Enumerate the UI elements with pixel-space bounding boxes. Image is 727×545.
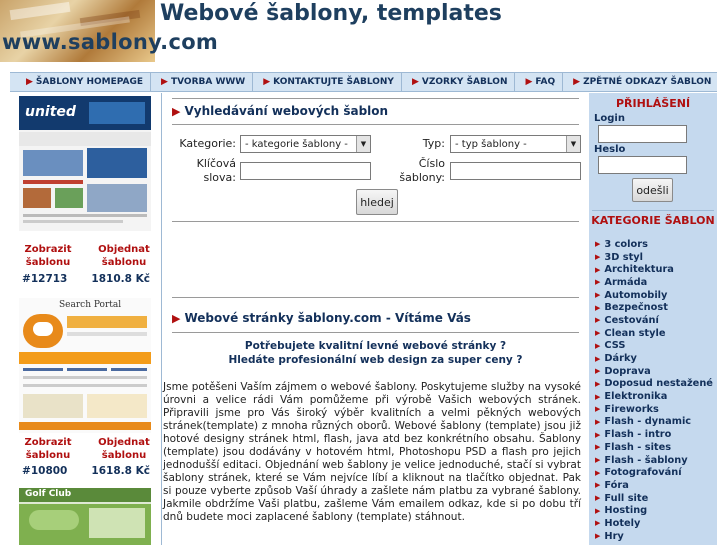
category-item[interactable]: ▶ Full site	[595, 492, 649, 504]
nav-item-samples[interactable]: ▶ VZORKY ŠABLON	[401, 72, 515, 92]
arrow-right-icon: ▶	[595, 379, 601, 388]
page-title: Webové šablony, templates	[160, 1, 502, 26]
arrow-right-icon: ▶	[595, 519, 601, 528]
search-button[interactable]: hledej	[356, 189, 398, 215]
category-item[interactable]: ▶ 3 colors	[595, 238, 648, 250]
arrow-right-icon: ▶	[595, 532, 601, 541]
order-template-button[interactable]: Objednat šablonu	[98, 244, 150, 268]
arrow-right-icon: ▶	[595, 253, 601, 262]
site-url-logo[interactable]: www.sablony.com	[2, 30, 219, 54]
category-select[interactable]: - kategorie šablony - ▼	[240, 135, 371, 153]
main-content	[163, 93, 588, 545]
keyword-label: Klíčová slova:	[196, 157, 236, 184]
category-item[interactable]: ▶ Hosting	[595, 505, 648, 517]
arrow-right-icon: ▶	[595, 316, 601, 325]
arrow-right-icon: ▶	[595, 329, 601, 338]
arrow-right-icon: ▶	[595, 341, 601, 350]
category-item[interactable]: ▶ Flash - dynamic	[595, 416, 692, 428]
category-item[interactable]: ▶ Architektura	[595, 264, 674, 276]
arrow-right-icon: ▶	[411, 77, 419, 87]
template-preview-column	[10, 93, 162, 545]
nav-item-contact[interactable]: ▶ KONTAKTUJTE ŠABLONY	[252, 72, 401, 92]
template-thumbnail[interactable]: united	[19, 96, 151, 231]
category-list	[595, 238, 717, 543]
category-item[interactable]: ▶ Fóra	[595, 479, 629, 491]
arrow-right-icon: ▶	[263, 77, 271, 87]
category-item[interactable]: ▶ Fireworks	[595, 403, 659, 415]
template-number-input[interactable]	[450, 162, 581, 180]
arrow-right-icon: ▶	[595, 392, 601, 401]
show-template-button[interactable]: Zobrazit šablonu	[24, 437, 72, 461]
arrow-right-icon: ▶	[172, 311, 181, 325]
category-item[interactable]: ▶ Armáda	[595, 276, 648, 288]
type-select[interactable]: - typ šablony - ▼	[450, 135, 581, 153]
welcome-question: Hledáte profesionální web design za super ceny ?	[228, 354, 523, 366]
type-label: Typ:	[422, 137, 445, 150]
welcome-text: Jsme potěšeni Vaším zájmem o webové šablony. Poskytujeme služby na vysoké úrovni a velice rádi Vám pomůžeme při výrobě Vašich webových stránek. Připravili jsme pro Vás široký výběr kvalitních a velmi pěkných webových stránek(template) z mnoha různých oborů. Webové šablony (template) jsou již hotové designy stránek html, flash, java atd bez konkrétního obsahu. Šablony (template) jsou dodávány v hotovém html, Photoshopu PSD a flash pro jejich jednodušší editaci. Objednání web šablony je velice jednoduché, stačí si vybrat šablony stránek, které se Vám nejvíce líbí a kliknout na tlačítko objednat. Pak si pouze vyberte způsob Vaší úhrady a zašlete nám platbu za vybrané šablony. Jakmile obdržíme Vaši platbu, zašleme Vám emailem odkaz, kde si po dobu tří dnů budete moci zaplacené šablony (template) stáhnout.	[163, 381, 581, 523]
arrow-right-icon: ▶	[595, 303, 601, 312]
category-item[interactable]: ▶ Flash - intro	[595, 429, 672, 441]
arrow-right-icon: ▶	[595, 468, 601, 477]
arrow-right-icon: ▶	[161, 77, 168, 87]
category-item[interactable]: ▶ Elektronika	[595, 391, 668, 403]
category-item[interactable]: ▶ Hry	[595, 530, 624, 542]
show-template-button[interactable]: Zobrazit šablonu	[24, 244, 72, 268]
category-item[interactable]: ▶ Fotografování	[595, 467, 682, 479]
arrow-right-icon: ▶	[573, 77, 581, 87]
template-thumbnail[interactable]: Golf Club	[19, 488, 151, 545]
arrow-right-icon: ▶	[595, 278, 601, 287]
category-item[interactable]: ▶ Doposud nestažené	[595, 378, 713, 390]
arrow-right-icon: ▶	[595, 240, 601, 249]
arrow-right-icon: ▶	[595, 506, 601, 515]
category-item[interactable]: ▶ Doprava	[595, 365, 651, 377]
arrow-right-icon: ▶	[595, 494, 601, 503]
login-input[interactable]	[598, 125, 687, 143]
arrow-right-icon: ▶	[26, 77, 33, 87]
login-label: Login	[594, 113, 625, 124]
search-section-title: ▶ Vyhledávání webových šablon	[172, 104, 389, 118]
password-label: Heslo	[594, 144, 626, 155]
chevron-down-icon: ▼	[356, 136, 370, 152]
arrow-right-icon: ▶	[595, 367, 601, 376]
category-item[interactable]: ▶ 3D styl	[595, 251, 644, 263]
arrow-right-icon: ▶	[595, 430, 601, 439]
arrow-right-icon: ▶	[525, 77, 533, 87]
category-item[interactable]: ▶ Hotely	[595, 517, 641, 529]
nav-item-faq[interactable]: ▶ FAQ	[514, 72, 562, 92]
category-item[interactable]: ▶ CSS	[595, 340, 626, 352]
category-item[interactable]: ▶ Cestování	[595, 314, 659, 326]
category-item[interactable]: ▶ Bezpečnost	[595, 302, 668, 314]
right-sidebar	[589, 93, 717, 545]
chevron-down-icon: ▼	[566, 136, 580, 152]
arrow-right-icon: ▶	[595, 417, 601, 426]
categories-title: KATEGORIE ŠABLON	[591, 214, 715, 227]
main-nav	[10, 72, 717, 92]
arrow-right-icon: ▶	[595, 405, 601, 414]
arrow-right-icon: ▶	[595, 456, 601, 465]
nav-item-tvorba-www[interactable]: ▶ TVORBA WWW	[150, 72, 252, 92]
arrow-right-icon: ▶	[172, 104, 181, 118]
order-template-button[interactable]: Objednat šablonu	[98, 437, 150, 461]
welcome-question: Potřebujete kvalitní levné webové stránky ?	[244, 340, 507, 352]
arrow-right-icon: ▶	[595, 265, 601, 274]
template-thumbnail[interactable]: Search Portal	[19, 298, 151, 433]
category-item[interactable]: ▶ Clean style	[595, 327, 666, 339]
template-number-label: Číslo šablony:	[399, 157, 445, 184]
password-input[interactable]	[598, 156, 687, 174]
login-submit-button[interactable]: odešli	[632, 178, 673, 202]
keyword-input[interactable]	[240, 162, 371, 180]
site-header	[0, 0, 727, 70]
arrow-right-icon: ▶	[595, 354, 601, 363]
welcome-section-title: ▶ Webové stránky šablony.com - Vítáme Vás	[172, 311, 471, 325]
category-label: Kategorie:	[179, 137, 236, 150]
template-price: 1618.8 Kč	[91, 465, 150, 477]
login-title: PŘIHLÁŠENÍ	[615, 97, 691, 110]
template-number: #12713	[22, 273, 68, 285]
arrow-right-icon: ▶	[595, 443, 601, 452]
category-item[interactable]: ▶ Automobily	[595, 289, 668, 301]
nav-item-backlinks[interactable]: ▶ ZPĚTNÉ ODKAZY ŠABLON	[562, 72, 718, 92]
template-number: #10800	[22, 465, 68, 477]
nav-item-homepage[interactable]: ▶ ŠABLONY HOMEPAGE	[26, 77, 144, 87]
arrow-right-icon: ▶	[595, 291, 601, 300]
category-item[interactable]: ▶ Dárky	[595, 353, 637, 365]
template-price: 1810.8 Kč	[91, 273, 150, 285]
category-item[interactable]: ▶ Flash - šablony	[595, 454, 688, 466]
arrow-right-icon: ▶	[595, 481, 601, 490]
category-item[interactable]: ▶ Flash - sites	[595, 441, 672, 453]
